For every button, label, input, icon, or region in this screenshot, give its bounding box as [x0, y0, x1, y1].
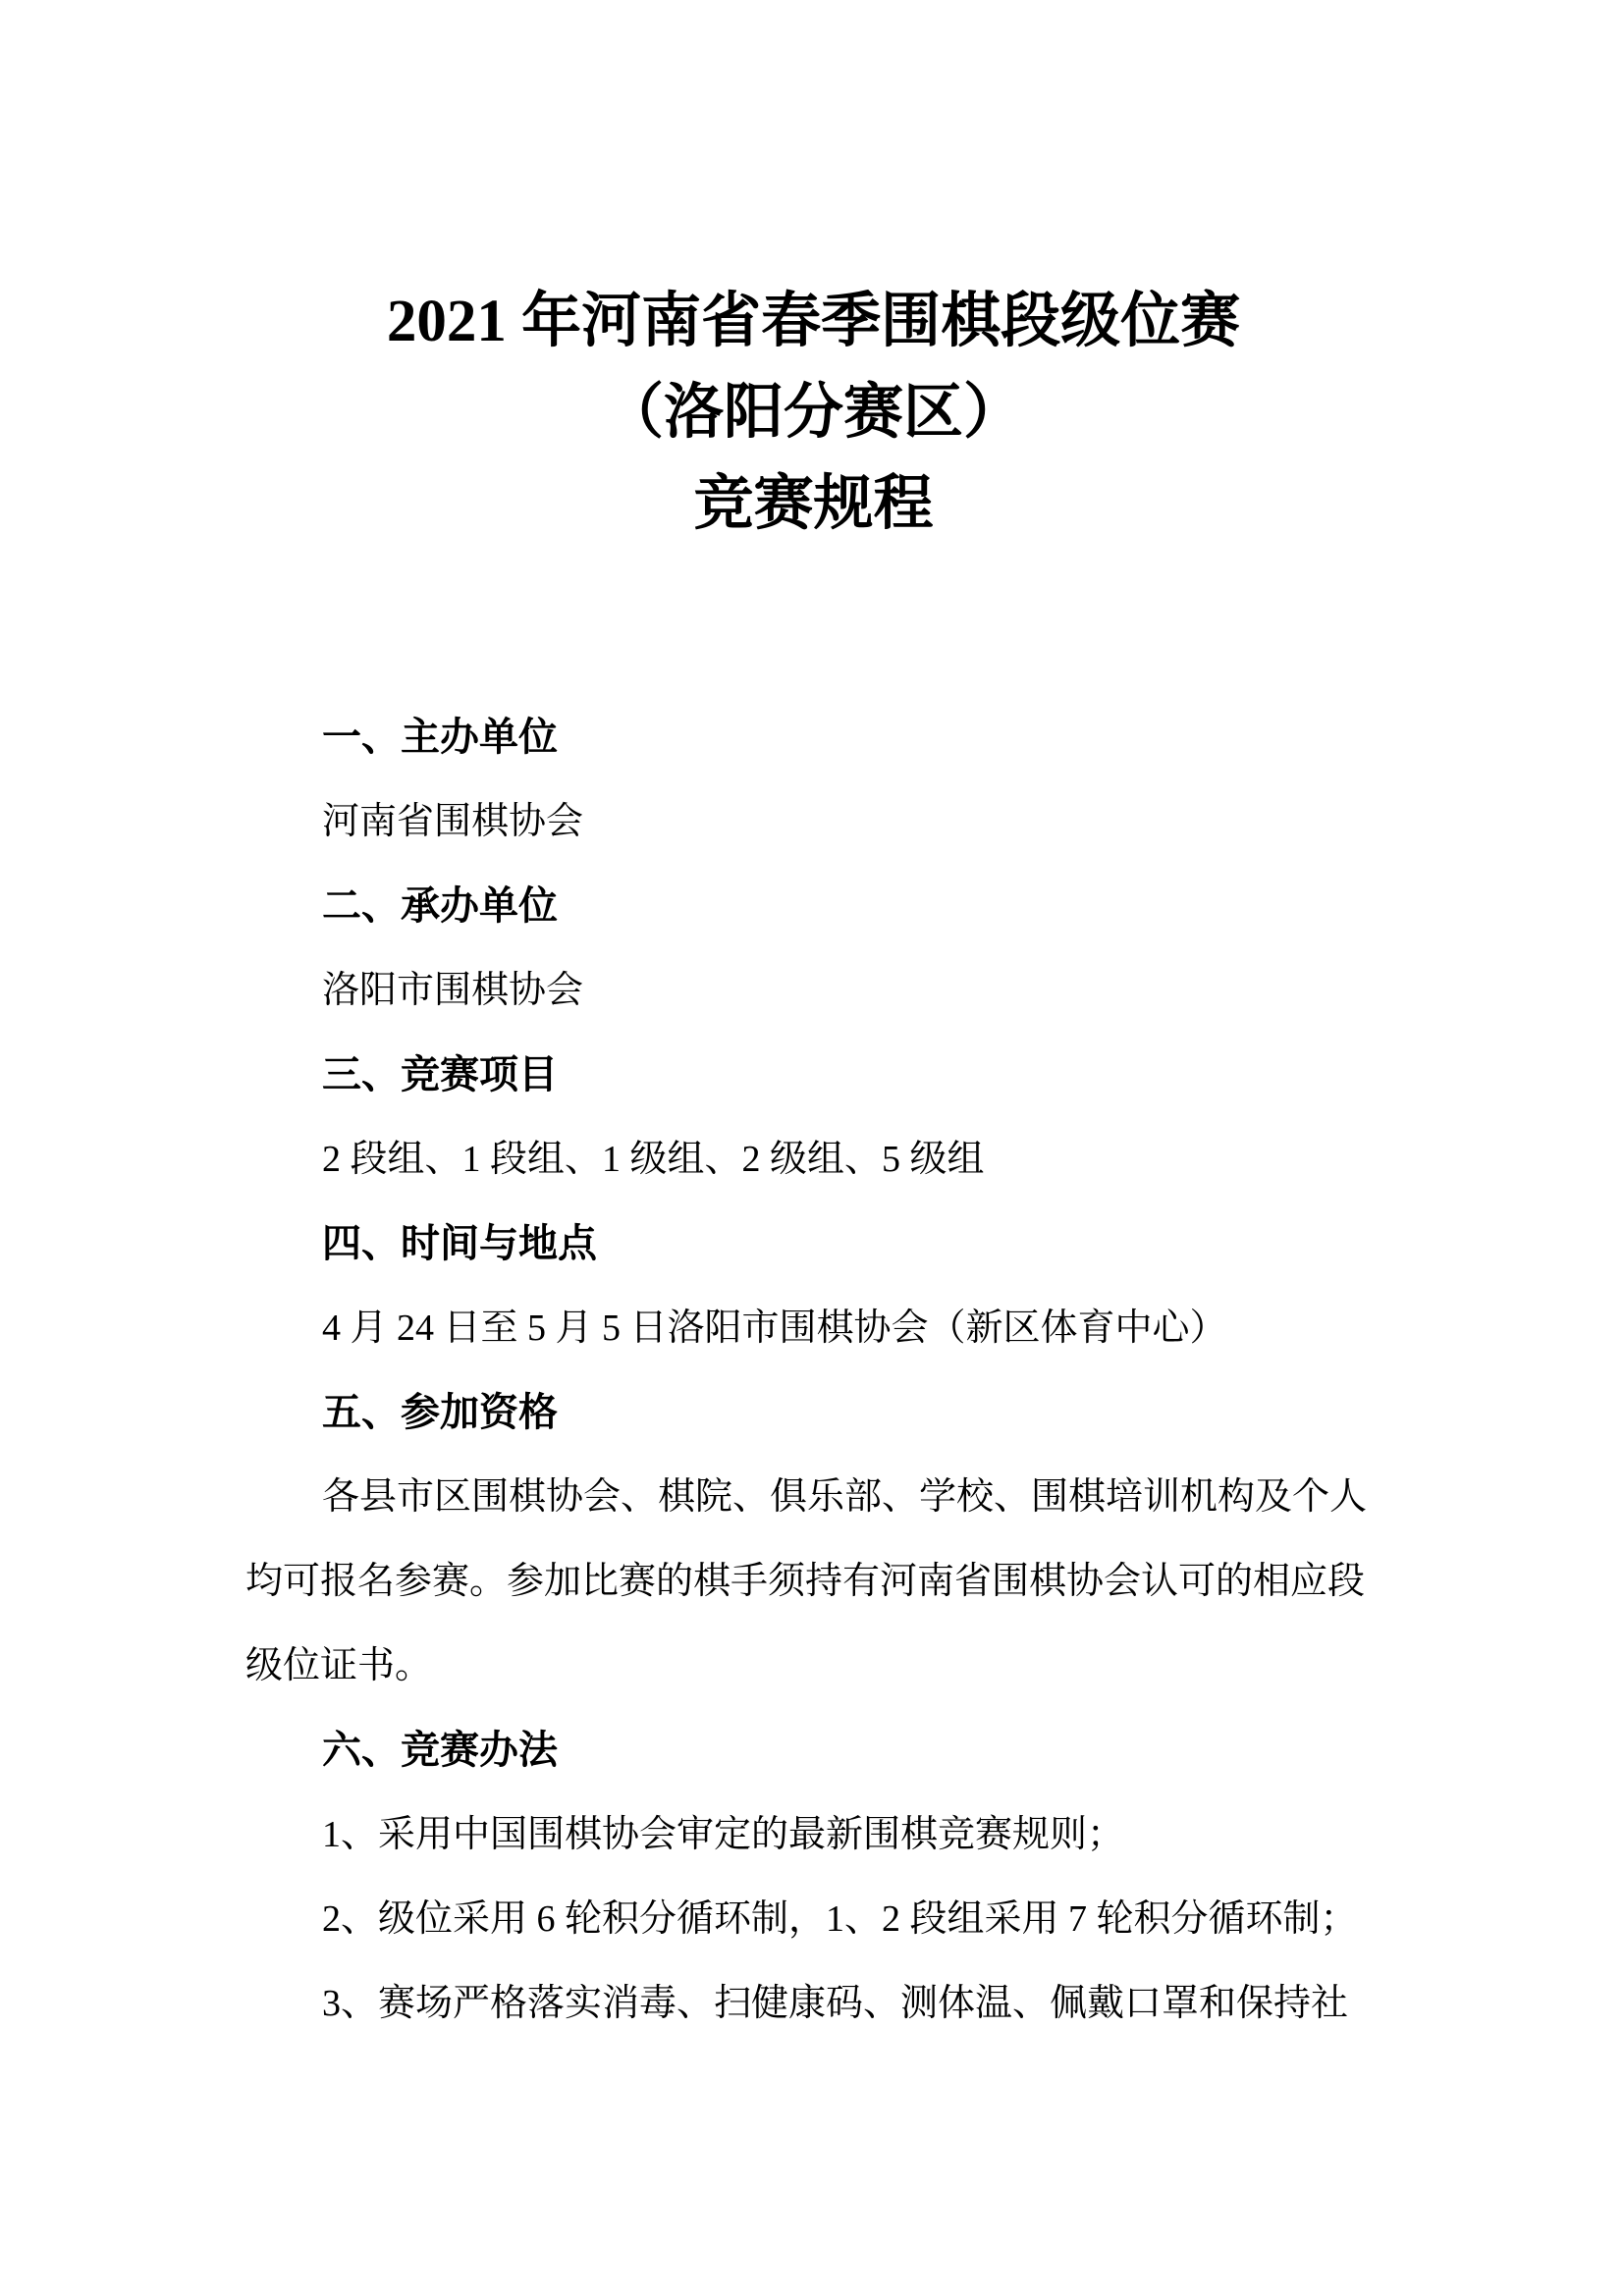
document-content	[245, 0, 1381, 2046]
document-title	[245, 276, 1381, 550]
section-6-line-1: 1、采用中国围棋协会审定的最新围棋竞赛规则；	[322, 1814, 1125, 1855]
section-3-heading: 三、竞赛项目	[322, 1052, 558, 1096]
section-6-line-2: 2、级位采用 6 轮积分循环制，1、2 段组采用 7 轮积分循环制；	[322, 1898, 1358, 1940]
section-4-line-1: 4 月 24 日至 5 月 5 日洛阳市围棋协会（新区体育中心）	[322, 1308, 1227, 1349]
section-5-heading: 五、参加资格	[322, 1390, 558, 1434]
section-1-line-1: 河南省围棋协会	[322, 801, 584, 842]
section-2-line-1: 洛阳市围棋协会	[322, 970, 584, 1011]
title-line-1: 2021 年河南省春季围棋段级位赛	[386, 289, 1241, 354]
section-3-line-1: 2 段组、1 段组、1 级组、2 级组、5 级组	[322, 1139, 985, 1180]
section-1-heading: 一、主办单位	[322, 715, 558, 759]
section-5-line-2: 均可报名参赛。参加比赛的棋手须持有河南省围棋协会认可的相应段	[245, 1561, 1366, 1602]
section-5-line-3: 级位证书。	[245, 1645, 433, 1686]
document-body	[245, 695, 1381, 2046]
section-6-line-3: 3、赛场严格落实消毒、扫健康码、测体温、佩戴口罩和保持社	[322, 1983, 1349, 2024]
section-6-heading: 六、竞赛办法	[322, 1728, 558, 1772]
section-5-line-1: 各县市区围棋协会、棋院、俱乐部、学校、围棋培训机构及个人	[322, 1476, 1368, 1518]
section-4-heading: 四、时间与地点	[322, 1221, 597, 1265]
section-2-heading: 二、承办单位	[322, 883, 558, 928]
title-line-3: 竞赛规程	[693, 471, 934, 537]
title-line-2: （洛阳分赛区）	[603, 380, 1023, 446]
